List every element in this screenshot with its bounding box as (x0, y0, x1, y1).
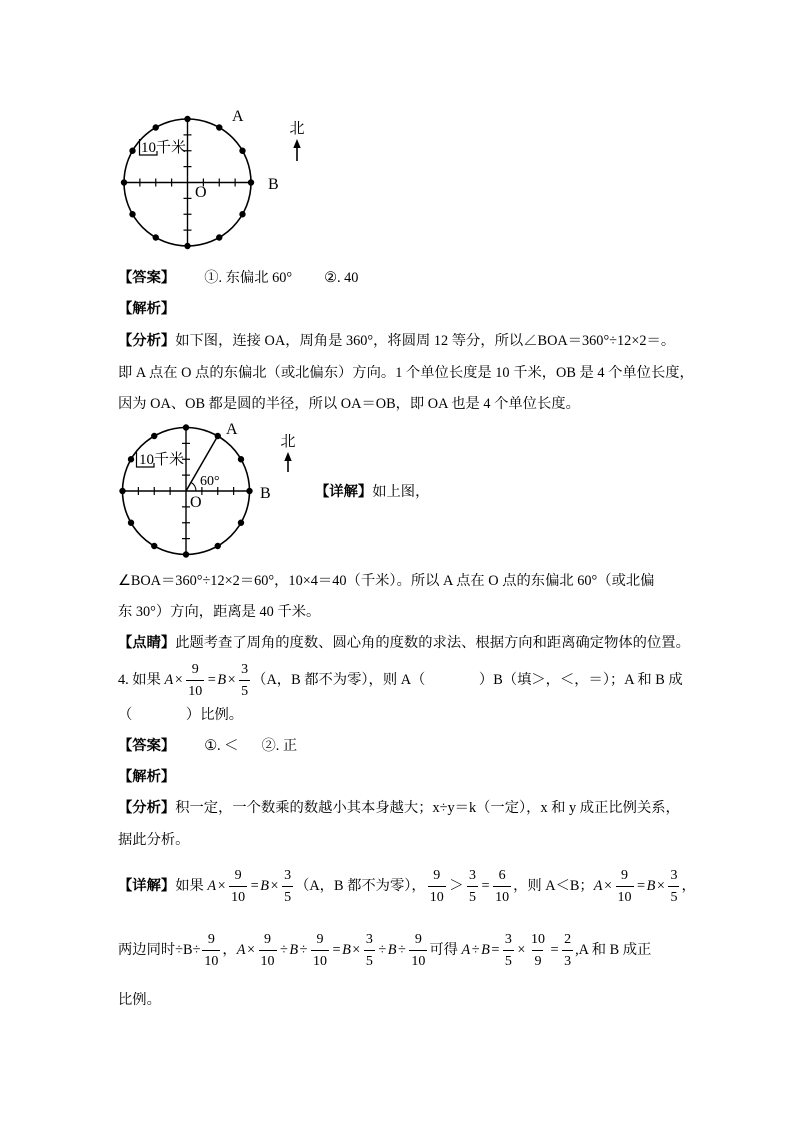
comment-tag: 【点睛】 (118, 635, 176, 651)
fraction-denominator: 5 (503, 950, 514, 972)
text-run: 两边同时÷B÷ (118, 942, 201, 958)
angle-label: 60° (200, 474, 220, 489)
text-run: 4. 如果 (118, 672, 165, 688)
point-b-label: B (260, 485, 271, 502)
text-run: ， (222, 942, 237, 958)
fraction (503, 929, 514, 972)
math-operator: ÷ (299, 942, 308, 958)
analysis-text: 因为 OA、OB 都是圆的半径，所以 OA＝OB，即 OA 也是 4 个单位长度。 (118, 396, 580, 412)
detail-line (118, 861, 696, 911)
math-operator: ÷ (471, 942, 480, 958)
answer-tag: 【答案】 (118, 738, 176, 754)
point-a-label: A (226, 421, 238, 438)
fraction (311, 929, 329, 972)
math-operator: × (270, 878, 279, 894)
math-operator: ÷ (378, 942, 387, 958)
detail-line (118, 601, 320, 623)
fraction-denominator: 10 (409, 950, 427, 972)
analysis-line (118, 393, 580, 415)
fraction-denominator: 10 (493, 886, 511, 908)
analysis-line (118, 797, 680, 819)
division-point (215, 543, 220, 548)
text-run: （A，B 都不为零），则 A（ ）B（填＞，＜，＝）；A 和 B 成 (252, 672, 683, 688)
answer-item-1: ①. ＜ (204, 738, 239, 754)
math-operator: × (246, 942, 256, 958)
analysis-line (118, 330, 675, 352)
question-line (118, 655, 683, 705)
fraction-denominator: 5 (364, 950, 375, 972)
fraction (282, 865, 293, 908)
text-run: ，则 A＜B； (513, 878, 594, 894)
fraction-numerator: 3 (469, 867, 477, 883)
math-variable: B (646, 878, 656, 894)
text-run: 如果 (175, 878, 208, 894)
analysis-line (118, 829, 189, 851)
fraction-numerator: 9 (316, 931, 324, 947)
fraction (239, 659, 250, 702)
division-point (120, 488, 125, 493)
answer-line (118, 267, 358, 289)
fraction (616, 865, 634, 908)
fraction-denominator: 10 (311, 950, 329, 972)
north-label: 北 (280, 434, 296, 450)
math-operator: × (517, 942, 526, 958)
analysis-text: 积一定，一个数乘的数越小其本身越大；x÷y＝k（一定），x 和 y 成正比例关系， (175, 800, 680, 816)
point-o-label: O (195, 184, 207, 201)
division-point (152, 543, 157, 548)
detail-text: 东 30°）方向，距离是 40 千米。 (118, 604, 321, 620)
question-text: （ ）比例。 (118, 707, 244, 723)
text-run: （A，B 都不为零）， (295, 878, 426, 894)
fraction (186, 659, 204, 702)
text-run: ,A 和 B 成正 (575, 942, 652, 958)
fraction-denominator: 10 (186, 680, 204, 702)
division-point (183, 552, 188, 557)
math-operator: ＞ (449, 878, 464, 894)
math-variable: B (289, 942, 299, 958)
math-variable: A (593, 878, 603, 894)
fraction-denominator: 10 (616, 886, 634, 908)
detail-lead (315, 481, 429, 503)
fenxi-tag: 【分析】 (118, 333, 176, 349)
analysis-tag: 【解析】 (118, 769, 176, 785)
division-point (240, 212, 245, 217)
analysis-tag: 【解析】 (118, 301, 176, 317)
fraction-numerator: 2 (564, 931, 572, 947)
division-point (130, 148, 135, 153)
detail-line (118, 570, 654, 592)
section-tag: 【详解】 (118, 878, 176, 894)
math-operator: ÷ (280, 942, 288, 958)
fraction-numerator: 9 (621, 867, 629, 883)
math-operator: ÷ (397, 942, 406, 958)
fraction-denominator: 3 (562, 950, 573, 972)
fraction (562, 929, 573, 972)
fraction-numerator: 9 (264, 931, 272, 947)
division-point (217, 125, 222, 130)
fraction-numerator: 9 (414, 931, 422, 947)
text-run: 可得 (429, 942, 462, 958)
fraction-numerator: 9 (234, 867, 242, 883)
answer-item-2: ②. 正 (261, 738, 298, 754)
math-operator: = (481, 878, 490, 894)
math-variable: A (461, 942, 471, 958)
math-operator: = (207, 672, 216, 688)
compass-figure-top (100, 100, 320, 260)
math-operator: × (603, 878, 613, 894)
text-run: ， (681, 878, 696, 894)
detail-text: ∠BOA＝360°÷12×2＝60°，10×4＝40（千米）。所以 A 点在 O 点的东偏北 60°（或北偏 (118, 573, 655, 589)
point-b-label: B (268, 176, 279, 193)
angle-arc (191, 482, 196, 491)
fraction-numerator: 3 (670, 867, 678, 883)
math-variable: A (236, 942, 246, 958)
division-point (183, 425, 188, 430)
compass-figure-analysis (110, 415, 310, 565)
question-line (118, 704, 243, 726)
analysis-text: 即 A 点在 O 点的东偏北（或北偏东）方向。1 个单位长度是 10 千米，OB 是 4 个单位长度， (118, 365, 694, 381)
math-operator: × (217, 878, 226, 894)
analysis-heading (118, 766, 175, 788)
north-arrow-icon (293, 139, 300, 161)
fraction-denominator: 5 (282, 886, 293, 908)
fraction-numerator: 9 (191, 661, 199, 677)
division-point (128, 520, 133, 525)
division-point (247, 488, 252, 493)
analysis-text: 如下图，连接 OA，周角是 360°，将圆周 12 等分，所以∠BOA＝360°÷12×2＝。 (175, 333, 676, 349)
fraction (467, 865, 478, 908)
answer-tag: 【答案】 (118, 270, 176, 286)
fraction-denominator: 10 (428, 886, 446, 908)
scale-label: 10千米 (141, 140, 187, 156)
division-point (240, 148, 245, 153)
division-point (153, 125, 158, 130)
fenxi-tag: 【分析】 (118, 800, 176, 816)
math-operator: × (352, 942, 361, 958)
math-operator: = (491, 942, 500, 958)
math-variable: B (342, 942, 351, 958)
fraction-denominator: 5 (668, 886, 679, 908)
fraction-denominator: 9 (532, 950, 543, 972)
detail-tag: 【详解】 (315, 484, 373, 500)
point-o-label: O (190, 494, 202, 511)
fraction-numerator: 3 (241, 661, 249, 677)
fraction-denominator: 10 (202, 950, 220, 972)
analysis-text: 据此分析。 (118, 832, 190, 848)
fraction-numerator: 3 (504, 931, 512, 947)
division-point (153, 235, 158, 240)
fraction (202, 929, 220, 972)
analysis-line (118, 362, 694, 384)
math-operator: × (656, 878, 665, 894)
detail-text: 如上图， (372, 484, 430, 500)
fraction (409, 929, 427, 972)
math-operator: × (174, 672, 183, 688)
math-operator: = (250, 878, 259, 894)
math-operator: = (332, 942, 341, 958)
division-point (238, 520, 243, 525)
fraction (428, 865, 446, 908)
comment-text: 此题考查了周角的度数、圆心角的度数的求法、根据方向和距离确定物体的位置。 (175, 635, 690, 651)
scale-label: 10千米 (139, 452, 185, 468)
fraction (668, 865, 679, 908)
fraction-numerator: 9 (433, 867, 441, 883)
fraction-numerator: 6 (498, 867, 506, 883)
fraction-denominator: 5 (467, 886, 478, 908)
fraction (529, 929, 547, 972)
detail-text: 比例。 (118, 992, 161, 1008)
division-point (238, 457, 243, 462)
math-variable: B (217, 672, 227, 688)
answer-item-2: ②. 40 (324, 270, 359, 286)
division-point (248, 180, 253, 185)
division-point (152, 433, 157, 438)
fraction (364, 929, 375, 972)
north-arrow-icon (284, 452, 291, 472)
division-point (121, 180, 126, 185)
answer-item-1: ①. 东偏北 60° (204, 270, 293, 286)
answer-line (118, 735, 297, 757)
north-label: 北 (289, 121, 305, 137)
fraction-denominator: 10 (229, 886, 247, 908)
fraction-numerator: 9 (207, 931, 215, 947)
fraction-numerator: 10 (530, 931, 545, 947)
fraction (493, 865, 511, 908)
math-operator: = (550, 942, 559, 958)
fraction (259, 929, 277, 972)
math-variable: B (387, 942, 397, 958)
fraction-numerator: 3 (284, 867, 292, 883)
fraction (229, 865, 247, 908)
math-variable: B (481, 942, 490, 958)
division-point (185, 243, 190, 248)
fraction-numerator: 3 (365, 931, 373, 947)
detail-line (118, 989, 161, 1011)
division-point (128, 457, 133, 462)
division-point (130, 212, 135, 217)
fraction-denominator: 5 (239, 680, 250, 702)
division-point (185, 116, 190, 121)
math-variable: A (164, 672, 174, 688)
analysis-heading (118, 298, 175, 320)
fraction-denominator: 10 (259, 950, 277, 972)
point-a-label: A (232, 108, 244, 125)
division-point (215, 433, 220, 438)
division-point (217, 235, 222, 240)
math-operator: = (637, 878, 646, 894)
detail-line (118, 925, 651, 975)
math-variable: B (260, 878, 269, 894)
comment-line (118, 632, 690, 654)
math-variable: A (207, 878, 217, 894)
math-operator: × (227, 672, 236, 688)
